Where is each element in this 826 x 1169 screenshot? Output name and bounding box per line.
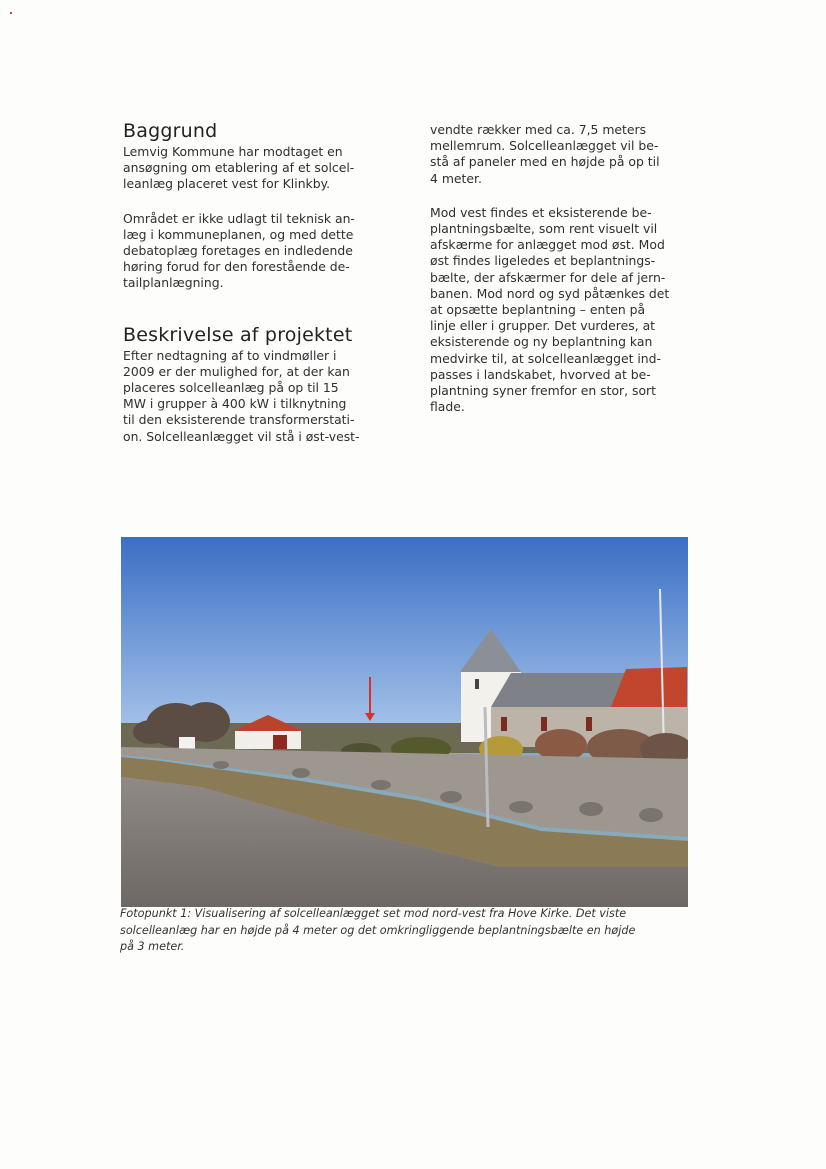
right-column [430, 122, 692, 415]
heading-baggrund: Baggrund [123, 120, 218, 142]
paragraph-baggrund-2: Området er ikke udlagt til teknisk an- læg i kommuneplanen, og med dette debatoplæg foretages en indledende høring forud for den forestående de- tailplanlægning. [123, 210, 355, 291]
left-column [123, 120, 385, 445]
photo-caption: Fotopunkt 1: Visualisering af solcelleanlægget set mod nord-vest fra Hove Kirke. Det viste solcelleanlæg har en højde på 4 meter og det omkringliggende beplantningsbælte en højde på 3 meter. [120, 907, 636, 953]
paragraph-continued: vendte rækker med ca. 7,5 meters mellemrum. Solcelleanlægget vil be- stå af paneler med en højde på op til 4 meter. [430, 122, 660, 186]
landscape-illustration [121, 537, 688, 907]
landscape-photo [121, 537, 688, 907]
paragraph-beplantning: Mod vest findes et eksisterende be- plantningsbælte, som rent visuelt vil afskærme for anlægget mod øst. Mod øst findes ligeledes et beplantnings- bælte, der afskærmer for dele af jern- banen. Mod nord og syd påtænkes det at opsætte beplantning – enten på linje eller i grupper. Det vurderes, at eksisterende og ny beplantning kan medvirke til, at solcelleanlægget ind- passes i landskabet, hvorved at be- plantning syner fremfor en stor, sort flade. [430, 204, 670, 415]
shed [179, 737, 195, 749]
scan-mark [10, 12, 12, 14]
heading-beskrivelse: Beskrivelse af projektet [123, 323, 353, 346]
paragraph-beskrivelse-1: Efter nedtagning af to vindmøller i 2009 er der mulighed for, at der kan placeres solcelleanlæg på op til 15 MW i grupper à 400 kW i tilknytning til den eksisterende transformerstati- on. Solcelleanlægget vil stå i øst-vest- [123, 347, 360, 444]
paragraph-baggrund-1: Lemvig Kommune har modtaget en ansøgning om etablering af et solcel- leanlæg placeret vest for Klinkby. [123, 144, 355, 192]
